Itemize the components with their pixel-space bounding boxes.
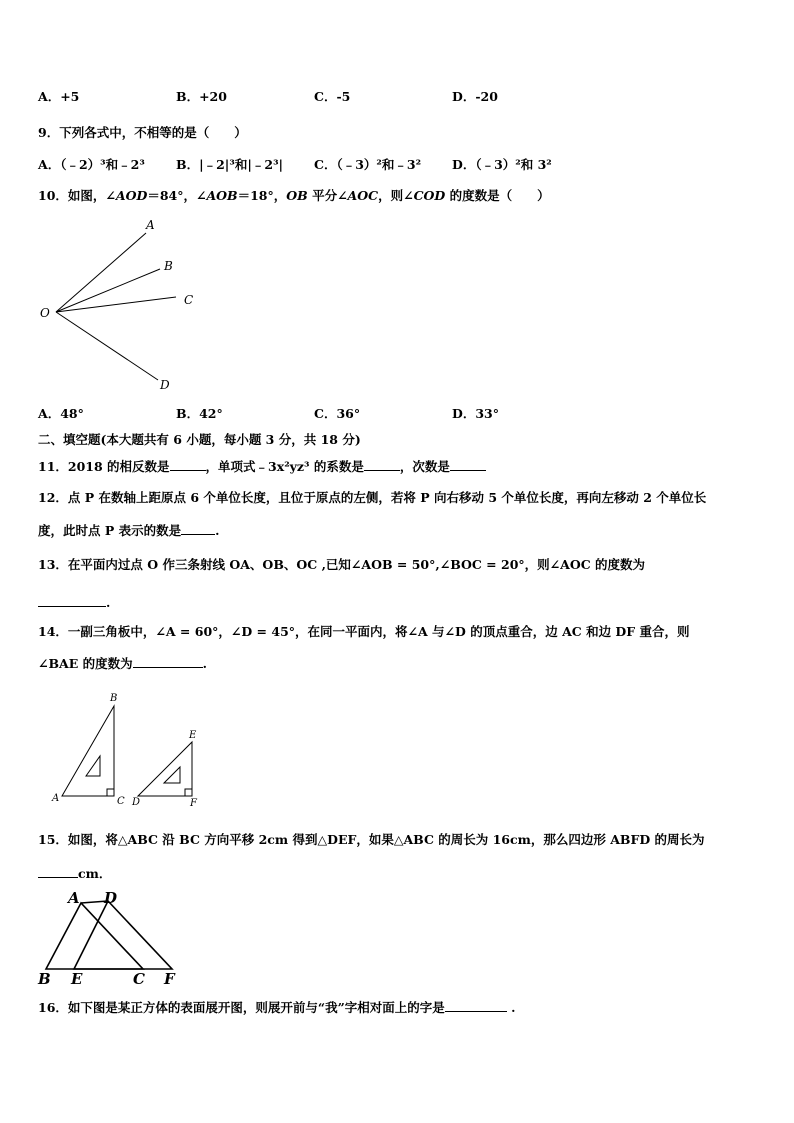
q10-stem-part: 平分∠ (307, 188, 348, 203)
right-angle-mark (107, 789, 114, 796)
inner-triangle (86, 756, 100, 776)
q14-text: . (202, 656, 207, 671)
right-angle-mark (185, 789, 192, 796)
q14-triangles-figure (46, 690, 216, 810)
answer-blank[interactable] (170, 458, 206, 471)
q15-stem: 15．如图，将△ABC 沿 BC 方向平移 2cm 得到△DEF，如果△ABC 的周长为 16cm，那么四边形 ABFD 的周长为 (38, 832, 705, 847)
q10-stem (38, 188, 550, 204)
q9-option-a: A．（﹣2）³和﹣2³ (38, 157, 145, 172)
label-a: A (68, 889, 80, 907)
q9-option-d: D．（﹣3）²和 3² (452, 157, 552, 172)
q10-stem-part: 的度数是（ ） (445, 188, 550, 203)
q16-text: 16．如下图是某正方体的表面展开图，则展开前与“我”字相对面上的字是 (38, 1000, 445, 1015)
q14-stem: 14．一副三角板中，∠A = 60°，∠D = 45°，在同一平面内，将∠A 与∠D 的顶点重合，边 AC 和边 DF 重合，则 (38, 624, 690, 639)
label-c: C (133, 970, 145, 988)
section-2-title: 二、填空题(本大题共有 6 小题，每小题 3 分，共 18 分) (38, 432, 361, 447)
answer-blank[interactable] (364, 458, 400, 471)
answer-blank[interactable] (181, 522, 215, 535)
label-e: E (189, 730, 197, 741)
q10-option-a: A．48° (38, 406, 84, 421)
label-f: F (190, 798, 197, 809)
q10-stem-part: ＝84°，∠ (147, 188, 207, 203)
q12-text: . (215, 523, 220, 538)
triangle-def (138, 742, 192, 796)
label-d: D (104, 889, 118, 907)
label-a: A (52, 793, 60, 804)
q16-stem (38, 999, 516, 1016)
q13-text: . (106, 595, 111, 610)
q11-text: ，单项式﹣3x²yz³ 的系数是 (205, 459, 364, 474)
q10-option-d: D．33° (452, 406, 499, 421)
q15-answer-line (38, 865, 111, 882)
ray-oa (56, 233, 146, 312)
q12-text: 度，此时点 P 表示的数是 (38, 523, 182, 538)
q9-stem: 9．下列各式中，不相等的是（ ） (38, 125, 247, 140)
q13-answer-line (38, 594, 110, 611)
q8-option-c: C．-5 (314, 89, 351, 104)
q10-angle-figure (36, 215, 216, 395)
q10-angle-aod: AOD (115, 188, 148, 203)
inner-triangle (164, 767, 180, 783)
q10-angle-aob: AOB (206, 188, 238, 203)
q14-text: ∠BAE 的度数为 (38, 656, 133, 671)
q10-stem-part: ，则∠ (378, 188, 414, 203)
q10-option-b: B．42° (176, 406, 223, 421)
answer-blank[interactable] (450, 458, 486, 471)
q15-unit: cm． (78, 866, 112, 881)
label-b: B (164, 259, 173, 273)
label-d: D (160, 378, 170, 392)
q14-line-2 (38, 655, 207, 672)
answer-blank[interactable] (133, 655, 203, 668)
q10-option-c: C．36° (314, 406, 361, 421)
answer-blank[interactable] (38, 594, 106, 607)
q16-text: . (511, 1000, 516, 1015)
label-e: E (71, 970, 83, 988)
q10-angle-cod: COD (413, 188, 446, 203)
q10-stem-part: ＝18°， (237, 188, 287, 203)
triangle-abc (46, 903, 143, 969)
label-a: A (146, 218, 155, 232)
q9-option-c: C．（﹣3）²和﹣3² (314, 157, 422, 172)
q8-option-b: B．+20 (176, 89, 227, 104)
label-b: B (38, 970, 51, 988)
q10-stem-part: 10．如图，∠ (38, 188, 116, 203)
label-d: D (132, 797, 141, 808)
q9-option-b: B．|﹣2|³和|﹣2³| (176, 157, 284, 172)
q10-ray-ob: OB (286, 188, 308, 203)
label-c: C (184, 293, 194, 307)
q12-line-1: 12．点 P 在数轴上距原点 6 个单位长度，且位于原点的左侧，若将 P 向右移动 5 个单位长度，再向左移动 2 个单位长 (38, 490, 707, 505)
q10-angle-aoc: AOC (347, 188, 379, 203)
q8-option-d: D．-20 (452, 89, 498, 104)
label-c: C (117, 796, 125, 807)
q8-option-a: A．+5 (38, 89, 80, 104)
q11-text: 11．2018 的相反数是 (38, 459, 170, 474)
q12-line-2 (38, 522, 219, 539)
q11-text: ，次数是 (399, 459, 450, 474)
answer-blank[interactable] (38, 865, 78, 878)
q15-translation-figure (36, 888, 186, 988)
q11-stem (38, 458, 486, 475)
label-b: B (110, 693, 118, 704)
label-f: F (164, 970, 175, 988)
label-o: O (40, 306, 50, 320)
q13-stem: 13．在平面内过点 O 作三条射线 OA、OB、OC ,已知∠AOB = 50°,∠BOC = 20°，则∠AOC 的度数为 (38, 557, 646, 572)
answer-blank[interactable] (445, 999, 507, 1012)
triangle-abc (62, 706, 114, 796)
ray-od (56, 312, 158, 380)
